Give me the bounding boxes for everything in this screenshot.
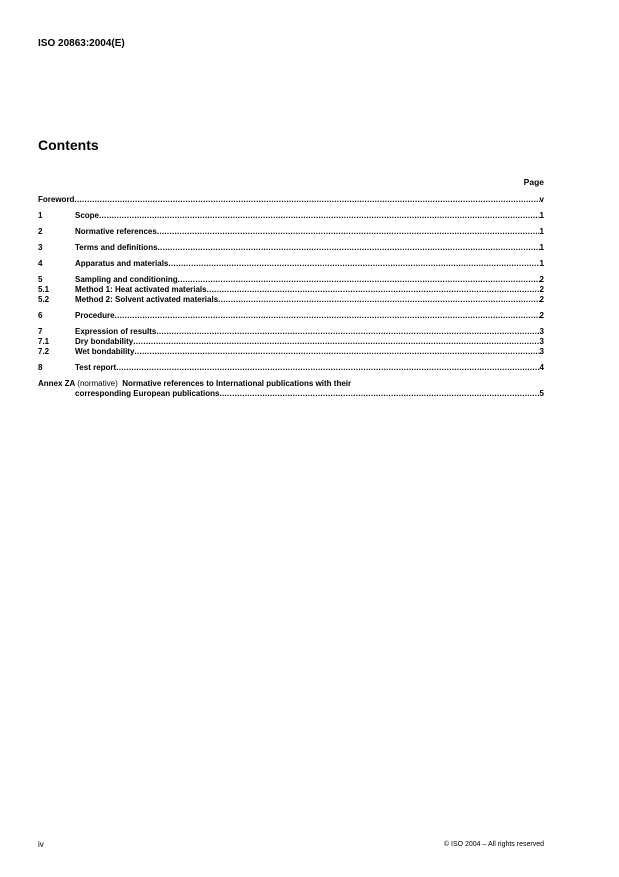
toc-entry-number: 5.1 (38, 285, 50, 294)
toc-leader-dots (158, 243, 540, 253)
toc-entry-2[interactable] (38, 227, 544, 237)
toc-leader-dots (218, 295, 539, 305)
toc-group (38, 243, 544, 253)
contents-heading: Contents (38, 137, 99, 153)
toc-entry-number: 5 (38, 275, 43, 284)
toc-entry-number: 5.2 (38, 295, 50, 304)
toc-entry-number: 4 (38, 259, 43, 268)
toc-leader-dots (133, 337, 539, 347)
toc-group (38, 195, 544, 205)
toc-leader-dots (178, 275, 540, 285)
toc-annex-line-2[interactable] (38, 389, 544, 399)
toc-leader-dots (219, 389, 539, 399)
toc-entry-page: 3 (539, 347, 544, 356)
toc-entry-number: 2 (38, 227, 43, 236)
annex-title-line-1: Normative references to International publications with their (122, 379, 352, 388)
toc-entry-4[interactable] (38, 259, 544, 269)
toc-annex-heading (38, 379, 351, 389)
toc-entry-8[interactable] (38, 363, 544, 373)
toc-entry-page: 4 (539, 363, 544, 372)
toc-group (38, 311, 544, 321)
table-of-contents (38, 195, 544, 405)
toc-entry-title: Sampling and conditioning (75, 275, 178, 284)
toc-entry-number: 7.1 (38, 337, 50, 346)
toc-annex-group (38, 379, 544, 399)
annex-title-line-2: corresponding European publications (75, 389, 220, 398)
toc-entry-title: Test report (75, 363, 117, 372)
toc-entry-page: 1 (539, 227, 544, 236)
toc-entry-page: 1 (539, 211, 544, 220)
toc-leader-dots (99, 211, 540, 221)
toc-entry-title: Method 1: Heat activated materials (75, 285, 207, 294)
toc-entry-5-2[interactable] (38, 295, 544, 305)
toc-entry-title: Method 2: Solvent activated materials (75, 295, 219, 304)
toc-entry-3[interactable] (38, 243, 544, 253)
toc-entry-page: 2 (539, 285, 544, 294)
toc-leader-dots (156, 327, 539, 337)
toc-entry-page: 2 (539, 311, 544, 320)
toc-entry-title: Wet bondability (75, 347, 135, 356)
toc-entry-title: Expression of results (75, 327, 157, 336)
toc-annex-line-1[interactable] (38, 379, 544, 389)
toc-entry-7-2[interactable] (38, 347, 544, 357)
toc-leader-dots (157, 227, 540, 237)
toc-entry-number: 7 (38, 327, 43, 336)
toc-entry-7[interactable] (38, 327, 544, 337)
toc-entry-number: 3 (38, 243, 43, 252)
toc-entry-page: 1 (539, 259, 544, 268)
toc-entry-number: 6 (38, 311, 43, 320)
toc-entry-title: Dry bondability (75, 337, 134, 346)
toc-entry-number: 7.2 (38, 347, 50, 356)
document-id: ISO 20863:2004(E) (38, 38, 125, 49)
toc-entry-page: 1 (539, 243, 544, 252)
toc-group (38, 227, 544, 237)
toc-group (38, 363, 544, 373)
toc-entry-page: 3 (539, 337, 544, 346)
toc-entry-6[interactable] (38, 311, 544, 321)
toc-entry-page: v (539, 195, 544, 204)
toc-entry-title: Terms and definitions (75, 243, 158, 252)
toc-entry-7-1[interactable] (38, 337, 544, 347)
toc-leader-dots (115, 311, 540, 321)
toc-leader-dots (74, 195, 539, 205)
toc-group (38, 211, 544, 221)
toc-group (38, 275, 544, 305)
toc-entry-page: 5 (539, 389, 544, 398)
toc-entry-5-1[interactable] (38, 285, 544, 295)
annex-label: Annex ZA (38, 379, 76, 388)
toc-entry-number: 1 (38, 211, 43, 220)
footer-page-number: iv (38, 840, 44, 849)
toc-entry-title: Foreword (38, 195, 75, 204)
toc-entry-page: 2 (539, 275, 544, 284)
toc-leader-dots (207, 285, 540, 295)
toc-group (38, 259, 544, 269)
toc-leader-dots (168, 259, 539, 269)
toc-entry-page: 3 (539, 327, 544, 336)
toc-entry-1[interactable] (38, 211, 544, 221)
toc-leader-dots (116, 363, 539, 373)
toc-entry-title: Procedure (75, 311, 115, 320)
toc-entry-title: Normative references (75, 227, 157, 236)
toc-entry-page: 2 (539, 295, 544, 304)
toc-entry-title: Apparatus and materials (75, 259, 169, 268)
annex-qualifier: (normative) (77, 379, 118, 388)
toc-entry-foreword[interactable] (38, 195, 544, 205)
toc-group (38, 327, 544, 357)
page-column-label: Page (523, 177, 544, 187)
footer-copyright: © ISO 2004 – All rights reserved (443, 841, 544, 848)
toc-entry-5[interactable] (38, 275, 544, 285)
toc-entry-title: Scope (75, 211, 100, 220)
toc-leader-dots (134, 347, 539, 357)
toc-entry-number: 8 (38, 363, 43, 372)
